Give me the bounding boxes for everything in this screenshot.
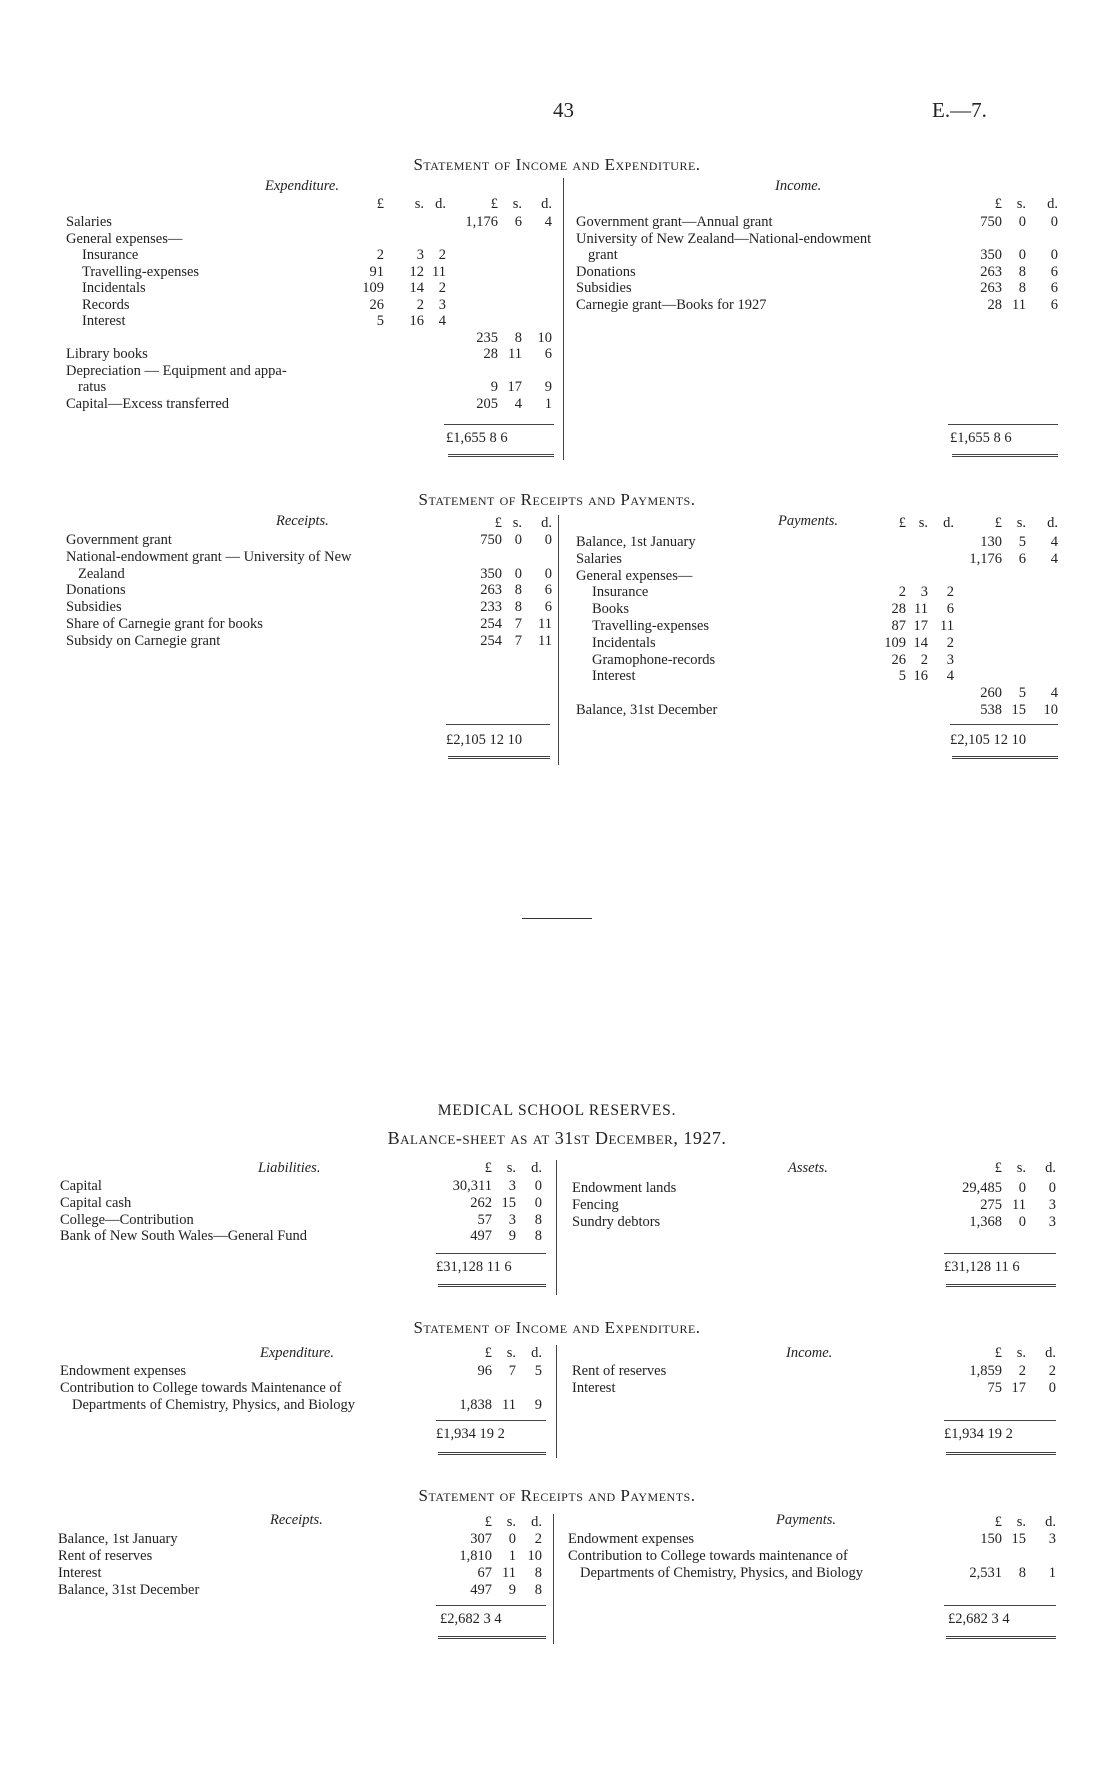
s2-rec-row-label: Share of Carnegie grant for books xyxy=(66,616,263,632)
s2-rec-row-label: National-endowment grant — University of New xyxy=(66,548,352,565)
s4-exp-row-value-s: 7 xyxy=(508,1363,516,1379)
s2-pay-row-sub-l: 2 xyxy=(898,584,906,601)
s3-asset-col-d: d. xyxy=(1045,1160,1056,1176)
s5-pay-double-rule xyxy=(946,1636,1056,1639)
s3-liab-row-label: Capital xyxy=(60,1178,102,1194)
s5-pay-total-rule xyxy=(944,1605,1056,1606)
s1-exp-row-label: Depreciation — Equipment and appa- xyxy=(66,362,287,379)
s2-pay-row-total-d: 4 xyxy=(1050,550,1058,567)
s5-rec-row-label: Rent of reserves xyxy=(58,1548,153,1564)
s2-rec-row-value-d: 11 xyxy=(538,616,552,632)
s4-exp-col-l: £ xyxy=(484,1345,492,1361)
s2-rec-col-l: £ xyxy=(494,515,502,531)
s2-rec-col-d: d. xyxy=(541,515,552,531)
s4-divider xyxy=(556,1345,557,1458)
s3-asset-row-label: Sundry debtors xyxy=(572,1213,661,1230)
s5-title: Statement of Receipts and Payments. xyxy=(418,1486,696,1505)
s1-exp-row-label: Insurance xyxy=(82,247,139,263)
s3-liab-row-value-s: 9 xyxy=(508,1228,516,1245)
s2-pay-row-total-s: 5 xyxy=(1018,685,1026,702)
s2-pay-row-label: General expenses— xyxy=(576,567,693,584)
s4-inc-col-s: s. xyxy=(1016,1345,1026,1361)
s1-exp-row-total-s: 11 xyxy=(508,346,522,362)
s2-rec-row-value-l: 233 xyxy=(480,599,502,616)
s1-exp-row-sub-l: 5 xyxy=(376,313,384,329)
s3-liab-row-value-d: 0 xyxy=(534,1194,542,1211)
s2-rec-row-value-s: 0 xyxy=(514,532,522,548)
s1-exp-sub-col-s: s. xyxy=(414,196,424,212)
s4-exp-col-s: s. xyxy=(506,1345,516,1361)
s4-inc-row-value-d: 2 xyxy=(1048,1363,1056,1379)
s2-rec-row-value-s: 8 xyxy=(514,599,522,616)
s2-rec-row-value-d: 11 xyxy=(538,632,552,649)
s4-inc-row-value-d: 0 xyxy=(1048,1380,1056,1396)
s2-pay-main-col-l: £ xyxy=(994,515,1002,531)
s2-pay-row-total-l: 130 xyxy=(980,534,1002,550)
s2-pay-row-label: Travelling-expenses xyxy=(592,618,710,634)
s5-rec-row-value-d: 2 xyxy=(534,1531,542,1547)
s3-asset-row-value-l: 275 xyxy=(980,1196,1002,1213)
s4-exp-row-value-d: 9 xyxy=(534,1397,542,1413)
s1-exp-row-label: Salaries xyxy=(66,214,112,230)
s2-pay-row-total-l: 1,176 xyxy=(969,550,1002,567)
s1-inc-row-value-s: 0 xyxy=(1018,247,1026,263)
s1-inc-row-label: Donations xyxy=(576,263,636,280)
s1-exp-total-rule xyxy=(444,424,554,425)
s2-pay-row-total-s: 6 xyxy=(1018,550,1026,567)
s2-rec-total-rule xyxy=(446,724,550,725)
s1-exp-row-sub-l: 109 xyxy=(362,280,384,296)
s2-pay-row-sub-l: 87 xyxy=(891,618,906,634)
s4-inc-row-value-l: 75 xyxy=(987,1380,1002,1396)
s3-asset-row-value-s: 11 xyxy=(1012,1196,1026,1213)
s3-asset-row-value-d: 3 xyxy=(1048,1196,1056,1213)
s1-inc-row-label: Subsidies xyxy=(576,280,632,296)
s2-pay-row-sub-d: 2 xyxy=(946,584,954,601)
s5-pay-row-value-s: 15 xyxy=(1011,1531,1026,1547)
page-number: 43 xyxy=(553,98,574,122)
s2-pay-row-sub-d: 4 xyxy=(946,668,954,685)
s5-pay-col-l: £ xyxy=(994,1514,1002,1530)
s2-rec-row-value-s: 8 xyxy=(514,582,522,599)
s2-pay-row-label: Incidentals xyxy=(592,634,656,651)
s1-exp-row-sub-s: 12 xyxy=(409,263,424,280)
s2-rec-row-value-d: 0 xyxy=(544,532,552,548)
s2-rec-row-value-d: 0 xyxy=(544,565,552,582)
s3-liab-total-rule xyxy=(436,1253,546,1254)
s1-income-heading: Income. xyxy=(775,178,822,194)
s4-inc-double-rule xyxy=(946,1452,1056,1455)
s1-exp-row-sub-d: 2 xyxy=(438,247,446,263)
s2-pay-row-sub-s: 14 xyxy=(913,634,928,651)
s2-pay-row-sub-s: 2 xyxy=(920,651,928,668)
s5-rec-row-value-d: 8 xyxy=(534,1582,542,1598)
s4-inc-col-d: d. xyxy=(1045,1345,1056,1361)
s5-rec-row-label: Balance, 31st December xyxy=(58,1582,200,1598)
s5-rec-row-label: Balance, 1st January xyxy=(58,1531,178,1547)
s1-inc-double-rule xyxy=(952,454,1058,457)
s2-pay-main-col-d: d. xyxy=(1047,515,1058,531)
s4-inc-row-value-l: 1,859 xyxy=(969,1363,1002,1379)
s2-pay-sub-col-d: d. xyxy=(943,515,954,531)
s2-title: Statement of Receipts and Payments. xyxy=(418,490,696,509)
s5-pay-row-value-s: 8 xyxy=(1018,1565,1026,1581)
s4-exp-row-value-l: 96 xyxy=(477,1363,492,1379)
s5-receipts-total: £2,682 3 4 xyxy=(440,1611,502,1627)
s3-liab-row-value-d: 8 xyxy=(534,1228,542,1245)
s1-exp-row-sub-s: 3 xyxy=(416,247,424,263)
s2-pay-row-sub-l: 28 xyxy=(891,601,906,618)
s1-inc-row-label: University of New Zealand—National-endowment xyxy=(576,230,872,247)
s1-inc-row-label: Government grant—Annual grant xyxy=(576,214,773,230)
s5-rec-row-value-l: 497 xyxy=(470,1582,492,1598)
s1-exp-row-label: Capital—Excess transferred xyxy=(66,395,230,412)
s1-exp-row-total-s: 8 xyxy=(514,329,522,346)
s2-pay-sub-col-l: £ xyxy=(898,515,906,531)
s4-exp-row-value-s: 11 xyxy=(502,1397,516,1413)
s1-inc-row-value-d: 6 xyxy=(1050,296,1058,313)
s1-inc-row-label: grant xyxy=(588,247,618,263)
s2-payments-heading: Payments. xyxy=(778,513,838,529)
s4-inc-row-label: Rent of reserves xyxy=(572,1363,667,1379)
s1-exp-row-sub-l: 2 xyxy=(376,247,384,263)
s1-exp-row-label: Travelling-expenses xyxy=(82,263,200,280)
s5-rec-double-rule xyxy=(438,1636,546,1639)
s5-payments-heading: Payments. xyxy=(776,1512,836,1528)
s1-exp-row-total-d: 4 xyxy=(544,214,552,230)
s1-exp-row-total-d: 6 xyxy=(544,346,552,362)
s3-liab-row-value-l: 57 xyxy=(477,1211,492,1228)
document-code: E.—7. xyxy=(932,98,987,122)
s2-receipts-total: £2,105 12 10 xyxy=(446,732,523,748)
s2-rec-row-label: Zealand xyxy=(78,565,125,582)
s2-pay-row-sub-s: 11 xyxy=(914,601,928,618)
s1-inc-row-value-l: 28 xyxy=(987,296,1002,313)
s1-exp-row-sub-d: 3 xyxy=(438,296,446,313)
s3-liab-row-label: Capital cash xyxy=(60,1194,132,1211)
s1-divider xyxy=(563,178,564,460)
s1-exp-sub-col-d: d. xyxy=(435,196,446,212)
s3-heading: MEDICAL SCHOOL RESERVES. xyxy=(437,1102,677,1119)
s5-receipts-heading: Receipts. xyxy=(270,1512,323,1528)
s2-pay-row-total-d: 4 xyxy=(1050,685,1058,702)
s1-inc-row-value-l: 263 xyxy=(980,263,1002,280)
s5-rec-row-label: Interest xyxy=(58,1565,102,1581)
s4-income-heading: Income. xyxy=(786,1345,833,1361)
s1-exp-row-sub-l: 91 xyxy=(369,263,384,280)
s5-pay-row-value-l: 150 xyxy=(980,1531,1002,1547)
s2-pay-row-sub-d: 6 xyxy=(946,601,954,618)
s2-pay-row-sub-d: 11 xyxy=(940,618,954,634)
s1-exp-row-total-l: 9 xyxy=(490,379,498,395)
s1-exp-row-total-s: 4 xyxy=(514,395,522,412)
s2-pay-row-label: Gramophone-records xyxy=(592,651,716,668)
s3-asset-row-value-d: 0 xyxy=(1048,1180,1056,1196)
s3-divider xyxy=(556,1160,557,1295)
s1-inc-row-value-d: 6 xyxy=(1050,280,1058,296)
s2-pay-row-total-s: 5 xyxy=(1018,534,1026,550)
s1-exp-row-total-l: 28 xyxy=(483,346,498,362)
s2-pay-row-total-d: 10 xyxy=(1043,702,1058,718)
s4-inc-row-value-s: 2 xyxy=(1018,1363,1026,1379)
s1-inc-row-value-d: 0 xyxy=(1050,214,1058,230)
s3-liab-row-label: College—Contribution xyxy=(60,1211,194,1228)
s5-rec-row-value-l: 1,810 xyxy=(459,1548,492,1564)
s2-pay-row-total-l: 260 xyxy=(980,685,1002,702)
s2-pay-row-sub-d: 3 xyxy=(946,651,954,668)
s3-liab-col-d: d. xyxy=(531,1160,542,1176)
s1-title: Statement of Income and Expenditure. xyxy=(413,155,701,174)
s3-asset-row-value-s: 0 xyxy=(1018,1180,1026,1196)
s3-asset-row-value-l: 29,485 xyxy=(962,1180,1002,1196)
s3-asset-double-rule xyxy=(946,1284,1056,1287)
s1-exp-main-col-l: £ xyxy=(490,196,498,212)
s4-inc-col-l: £ xyxy=(994,1345,1002,1361)
s3-liab-row-value-l: 262 xyxy=(470,1194,492,1211)
s3-liab-row-value-l: 30,311 xyxy=(452,1178,492,1194)
s1-exp-main-col-d: d. xyxy=(541,196,552,212)
s1-exp-row-sub-s: 14 xyxy=(409,280,424,296)
s2-rec-row-value-s: 0 xyxy=(514,565,522,582)
s2-rec-row-value-l: 254 xyxy=(480,616,502,632)
section-separator xyxy=(522,918,592,919)
s2-receipts-heading: Receipts. xyxy=(276,513,329,529)
s4-income-total: £1,934 19 2 xyxy=(944,1426,1013,1442)
s4-exp-row-label: Contribution to College towards Maintenance of xyxy=(60,1380,342,1396)
s1-income-total: £1,655 8 6 xyxy=(950,430,1012,446)
s4-exp-row-label: Endowment expenses xyxy=(60,1363,187,1379)
s1-inc-row-value-s: 11 xyxy=(1012,296,1026,313)
s1-inc-row-value-s: 8 xyxy=(1018,280,1026,296)
s2-rec-row-value-d: 6 xyxy=(544,599,552,616)
s1-exp-row-total-l: 235 xyxy=(476,329,498,346)
s3-liab-row-value-s: 15 xyxy=(501,1194,516,1211)
s5-pay-row-label: Contribution to College towards maintenance of xyxy=(568,1548,848,1564)
s2-rec-row-label: Subsidy on Carnegie grant xyxy=(66,632,221,649)
s3-liab-row-value-s: 3 xyxy=(508,1178,516,1194)
s2-pay-sub-col-s: s. xyxy=(918,515,928,531)
s1-exp-row-label: General expenses— xyxy=(66,230,183,247)
s1-exp-row-sub-s: 16 xyxy=(409,313,424,329)
s3-asset-row-label: Endowment lands xyxy=(572,1180,677,1196)
s1-exp-row-label: ratus xyxy=(78,379,107,395)
s4-exp-col-d: d. xyxy=(531,1345,542,1361)
s1-exp-row-label: Records xyxy=(82,296,130,313)
s5-pay-row-label: Departments of Chemistry, Physics, and Biology xyxy=(580,1565,863,1581)
s5-rec-col-l: £ xyxy=(484,1514,492,1530)
s4-exp-row-value-d: 5 xyxy=(534,1363,542,1379)
s3-liab-col-s: s. xyxy=(506,1160,516,1176)
s5-rec-col-s: s. xyxy=(506,1514,516,1530)
s1-exp-row-label: Incidentals xyxy=(82,280,146,296)
s4-exp-row-label: Departments of Chemistry, Physics, and Biology xyxy=(72,1397,355,1413)
s2-pay-row-sub-l: 26 xyxy=(891,651,906,668)
s4-inc-total-rule xyxy=(944,1420,1056,1421)
s1-inc-col-d: d. xyxy=(1047,196,1058,212)
s5-payments-total: £2,682 3 4 xyxy=(948,1611,1010,1627)
s1-inc-row-value-l: 350 xyxy=(980,247,1002,263)
s2-rec-row-label: Government grant xyxy=(66,532,172,548)
s2-pay-row-label: Insurance xyxy=(592,584,649,601)
s2-pay-row-sub-d: 2 xyxy=(946,634,954,651)
s3-asset-row-label: Fencing xyxy=(572,1196,619,1213)
s3-liab-row-value-s: 3 xyxy=(508,1211,516,1228)
s5-rec-row-value-s: 1 xyxy=(508,1548,516,1564)
s3-liab-row-value-d: 0 xyxy=(534,1178,542,1194)
s1-exp-row-total-d: 9 xyxy=(544,379,552,395)
s1-exp-main-col-s: s. xyxy=(512,196,522,212)
s5-rec-row-value-l: 67 xyxy=(477,1565,492,1581)
s3-asset-col-s: s. xyxy=(1016,1160,1026,1176)
s2-pay-row-sub-s: 3 xyxy=(920,584,928,601)
s3-liab-col-l: £ xyxy=(484,1160,492,1176)
s3-liab-row-value-l: 497 xyxy=(470,1228,492,1245)
s5-divider xyxy=(553,1514,554,1644)
s2-rec-row-label: Donations xyxy=(66,582,126,599)
s3-asset-row-value-s: 0 xyxy=(1018,1213,1026,1230)
s2-pay-row-total-s: 15 xyxy=(1011,702,1026,718)
s1-exp-row-total-s: 17 xyxy=(507,379,522,395)
s2-rec-row-value-l: 350 xyxy=(480,565,502,582)
s5-pay-row-value-l: 2,531 xyxy=(969,1565,1002,1581)
s1-inc-row-label: Carnegie grant—Books for 1927 xyxy=(576,296,767,313)
s1-exp-row-sub-d: 2 xyxy=(438,280,446,296)
s1-inc-row-value-d: 0 xyxy=(1050,247,1058,263)
s1-inc-row-value-s: 8 xyxy=(1018,263,1026,280)
s2-rec-row-value-l: 254 xyxy=(480,632,502,649)
s5-rec-row-value-s: 9 xyxy=(508,1582,516,1598)
s1-exp-row-total-l: 1,176 xyxy=(465,214,498,230)
s2-pay-main-col-s: s. xyxy=(1016,515,1026,531)
s1-exp-sub-col-l: £ xyxy=(376,196,384,212)
s2-rec-row-value-d: 6 xyxy=(544,582,552,599)
s1-expenditure-total: £1,655 8 6 xyxy=(446,430,508,446)
s3-liab-double-rule xyxy=(438,1284,546,1287)
s2-pay-row-sub-s: 16 xyxy=(913,668,928,685)
s5-pay-row-label: Endowment expenses xyxy=(568,1531,695,1547)
s1-exp-row-sub-d: 4 xyxy=(438,313,446,329)
s5-pay-row-value-d: 1 xyxy=(1048,1565,1056,1581)
s5-rec-row-value-s: 0 xyxy=(508,1531,516,1547)
s5-rec-total-rule xyxy=(436,1605,546,1606)
s1-exp-row-sub-d: 11 xyxy=(432,263,446,280)
s2-rec-row-value-s: 7 xyxy=(514,632,522,649)
s1-inc-row-value-d: 6 xyxy=(1050,263,1058,280)
s1-exp-row-total-l: 205 xyxy=(476,395,498,412)
s2-rec-row-value-s: 7 xyxy=(514,616,522,632)
s3-liab-row-label: Bank of New South Wales—General Fund xyxy=(60,1228,308,1245)
s2-pay-row-sub-l: 5 xyxy=(898,668,906,685)
s5-pay-col-s: s. xyxy=(1016,1514,1026,1530)
s2-pay-row-sub-s: 17 xyxy=(913,618,928,634)
s2-pay-row-label: Balance, 31st December xyxy=(576,702,718,718)
s2-rec-row-value-l: 750 xyxy=(480,532,502,548)
s5-rec-row-value-d: 8 xyxy=(534,1565,542,1581)
s2-rec-row-value-l: 263 xyxy=(480,582,502,599)
s2-divider xyxy=(558,515,559,765)
s3-asset-col-l: £ xyxy=(994,1160,1002,1176)
s5-rec-col-d: d. xyxy=(531,1514,542,1530)
s3-asset-row-value-d: 3 xyxy=(1048,1213,1056,1230)
s5-rec-row-value-d: 10 xyxy=(527,1548,542,1564)
s2-rec-col-s: s. xyxy=(512,515,522,531)
s5-pay-row-value-d: 3 xyxy=(1048,1531,1056,1547)
s1-exp-row-label: Library books xyxy=(66,346,148,362)
s1-exp-row-total-s: 6 xyxy=(514,214,522,230)
s4-title: Statement of Income and Expenditure. xyxy=(413,1318,701,1337)
s2-pay-row-label: Interest xyxy=(592,668,636,685)
s1-expenditure-heading: Expenditure. xyxy=(265,178,339,194)
s1-inc-col-s: s. xyxy=(1016,196,1026,212)
s2-rec-double-rule xyxy=(448,756,550,759)
s3-asset-total-rule xyxy=(944,1253,1056,1254)
s4-expenditure-heading: Expenditure. xyxy=(260,1345,334,1361)
s4-inc-row-label: Interest xyxy=(572,1380,616,1396)
s1-exp-row-sub-l: 26 xyxy=(369,296,384,313)
s3-title: Balance-sheet as at 31st December, 1927. xyxy=(387,1128,727,1148)
s1-exp-double-rule xyxy=(448,454,554,457)
s5-rec-row-value-s: 11 xyxy=(502,1565,516,1581)
s3-asset-row-value-l: 1,368 xyxy=(969,1213,1002,1230)
s2-pay-row-label: Books xyxy=(592,601,630,618)
s1-inc-row-value-l: 750 xyxy=(980,214,1002,230)
s3-liabilities-heading: Liabilities. xyxy=(258,1160,321,1176)
s1-exp-row-total-d: 10 xyxy=(537,329,552,346)
s2-pay-row-total-d: 4 xyxy=(1050,534,1058,550)
s2-pay-row-total-l: 538 xyxy=(980,702,1002,718)
s1-inc-row-value-l: 263 xyxy=(980,280,1002,296)
s1-exp-row-total-d: 1 xyxy=(544,395,552,412)
s4-exp-double-rule xyxy=(438,1452,546,1455)
s1-inc-row-value-s: 0 xyxy=(1018,214,1026,230)
s2-pay-row-label: Salaries xyxy=(576,550,622,567)
s3-assets-total: £31,128 11 6 xyxy=(944,1259,1020,1275)
s4-expenditure-total: £1,934 19 2 xyxy=(436,1426,505,1442)
s5-rec-row-value-l: 307 xyxy=(470,1531,492,1547)
s1-inc-col-l: £ xyxy=(994,196,1002,212)
s3-liab-row-value-d: 8 xyxy=(534,1211,542,1228)
s2-payments-total: £2,105 12 10 xyxy=(950,732,1027,748)
s1-exp-row-label: Interest xyxy=(82,313,126,329)
s4-exp-total-rule xyxy=(436,1420,546,1421)
s2-rec-row-label: Subsidies xyxy=(66,599,122,616)
s3-liabilities-total: £31,128 11 6 xyxy=(436,1259,512,1275)
s2-pay-row-label: Balance, 1st January xyxy=(576,534,696,550)
s1-inc-total-rule xyxy=(948,424,1058,425)
s4-exp-row-value-l: 1,838 xyxy=(459,1397,492,1413)
s2-pay-row-sub-l: 109 xyxy=(884,634,906,651)
s2-pay-double-rule xyxy=(952,756,1058,759)
s5-pay-col-d: d. xyxy=(1045,1514,1056,1530)
s4-inc-row-value-s: 17 xyxy=(1011,1380,1026,1396)
s1-exp-row-sub-s: 2 xyxy=(416,296,424,313)
s2-pay-total-rule xyxy=(950,724,1058,725)
s3-assets-heading: Assets. xyxy=(788,1160,828,1176)
